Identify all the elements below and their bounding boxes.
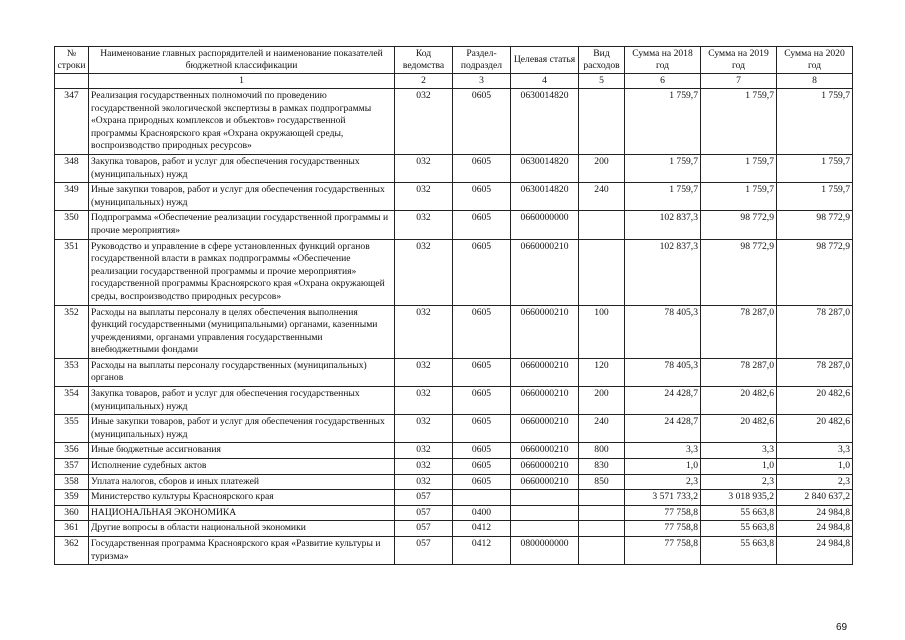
sum-2018: 24 428,7 (625, 387, 701, 415)
expense-type: 200 (579, 387, 625, 415)
section-code: 0605 (453, 459, 511, 475)
row-number: 347 (55, 89, 89, 155)
table-row (55, 358, 853, 386)
target-article: 0660000210 (511, 443, 579, 459)
expense-type (579, 537, 625, 565)
section-code: 0605 (453, 305, 511, 358)
row-number: 361 (55, 521, 89, 537)
target-article: 0660000210 (511, 415, 579, 443)
table-row (55, 89, 853, 155)
sum-2019: 3,3 (701, 443, 777, 459)
section-code: 0412 (453, 521, 511, 537)
expense-type (579, 89, 625, 155)
sum-2020: 78 287,0 (777, 305, 853, 358)
target-article (511, 490, 579, 506)
department-code: 057 (395, 521, 453, 537)
department-code: 032 (395, 387, 453, 415)
column-number: 7 (701, 74, 777, 89)
target-article: 0660000210 (511, 239, 579, 305)
row-number: 349 (55, 183, 89, 211)
header-sum-2020: Сумма на 2020 год (777, 47, 853, 74)
sum-2019: 98 772,9 (701, 239, 777, 305)
sum-2019: 98 772,9 (701, 211, 777, 239)
sum-2018: 78 405,3 (625, 358, 701, 386)
header-row (55, 47, 853, 74)
sum-2018: 3 571 733,2 (625, 490, 701, 506)
row-name: Расходы на выплаты персоналу в целях обеспечения выполнения функций государственными (муниципальными) органами, казенными учреждениями, органами управления государственными внебюджетными фондами (89, 305, 395, 358)
sum-2019: 1 759,7 (701, 89, 777, 155)
section-code: 0605 (453, 239, 511, 305)
header-sum-2018: Сумма на 2018 год (625, 47, 701, 74)
sum-2019: 1,0 (701, 459, 777, 475)
row-number: 359 (55, 490, 89, 506)
table-row (55, 490, 853, 506)
department-code: 057 (395, 490, 453, 506)
table-row (55, 154, 853, 182)
sum-2018: 1 759,7 (625, 183, 701, 211)
sum-2018: 2,3 (625, 474, 701, 490)
section-code: 0605 (453, 154, 511, 182)
section-code: 0605 (453, 415, 511, 443)
row-number: 350 (55, 211, 89, 239)
sum-2020: 24 984,8 (777, 537, 853, 565)
row-number: 358 (55, 474, 89, 490)
row-name: Иные бюджетные ассигнования (89, 443, 395, 459)
expense-type (579, 521, 625, 537)
target-article: 0630014820 (511, 89, 579, 155)
row-number: 357 (55, 459, 89, 475)
header-expense-type: Вид расходов (579, 47, 625, 74)
sum-2018: 1 759,7 (625, 154, 701, 182)
row-name: Расходы на выплаты персоналу государственных (муниципальных) органов (89, 358, 395, 386)
budget-table (54, 46, 853, 565)
sum-2020: 2 840 637,2 (777, 490, 853, 506)
column-number: 6 (625, 74, 701, 89)
sum-2019: 78 287,0 (701, 358, 777, 386)
target-article: 0660000210 (511, 358, 579, 386)
row-name: Закупка товаров, работ и услуг для обеспечения государственных (муниципальных) нужд (89, 387, 395, 415)
sum-2019: 20 482,6 (701, 387, 777, 415)
column-number: 4 (511, 74, 579, 89)
section-code: 0605 (453, 474, 511, 490)
department-code: 032 (395, 415, 453, 443)
department-code: 032 (395, 459, 453, 475)
header-department-code: Код ведомства (395, 47, 453, 74)
department-code: 032 (395, 183, 453, 211)
sum-2019: 55 663,8 (701, 537, 777, 565)
row-number: 362 (55, 537, 89, 565)
target-article: 0660000210 (511, 387, 579, 415)
column-number-row (55, 74, 853, 89)
row-number: 355 (55, 415, 89, 443)
expense-type: 850 (579, 474, 625, 490)
section-code: 0400 (453, 505, 511, 521)
row-name: Подпрограмма «Обеспечение реализации государственной программы и прочие мероприятия» (89, 211, 395, 239)
sum-2020: 1 759,7 (777, 154, 853, 182)
sum-2019: 78 287,0 (701, 305, 777, 358)
section-code: 0605 (453, 211, 511, 239)
expense-type: 100 (579, 305, 625, 358)
sum-2020: 20 482,6 (777, 387, 853, 415)
row-number: 354 (55, 387, 89, 415)
target-article: 0660000210 (511, 474, 579, 490)
column-number: 1 (89, 74, 395, 89)
header-section: Раздел-подраздел (453, 47, 511, 74)
expense-type (579, 505, 625, 521)
sum-2019: 1 759,7 (701, 183, 777, 211)
sum-2018: 3,3 (625, 443, 701, 459)
row-number: 360 (55, 505, 89, 521)
column-number: 2 (395, 74, 453, 89)
row-number: 348 (55, 154, 89, 182)
row-name: Реализация государственных полномочий по проведению государственной экологической экспертизы в рамках подпрограммы «Охрана природных комплексов и объектов» государственной программы Красноярского края «Охрана окружающей среды, воспроизводство природных ресурсов» (89, 89, 395, 155)
table-body (55, 89, 853, 565)
row-name: Министерство культуры Красноярского края (89, 490, 395, 506)
sum-2020: 24 984,8 (777, 521, 853, 537)
department-code: 032 (395, 358, 453, 386)
table-row (55, 505, 853, 521)
target-article: 0630014820 (511, 154, 579, 182)
table-row (55, 459, 853, 475)
sum-2020: 78 287,0 (777, 358, 853, 386)
sum-2019: 20 482,6 (701, 415, 777, 443)
target-article: 0660000000 (511, 211, 579, 239)
row-name: НАЦИОНАЛЬНАЯ ЭКОНОМИКА (89, 505, 395, 521)
department-code: 032 (395, 154, 453, 182)
table-row (55, 239, 853, 305)
expense-type: 830 (579, 459, 625, 475)
sum-2018: 77 758,8 (625, 505, 701, 521)
header-target-article: Целевая статья (511, 47, 579, 74)
sum-2020: 20 482,6 (777, 415, 853, 443)
header-name: Наименование главных распорядителей и наименование показателей бюджетной классификации (89, 47, 395, 74)
expense-type: 200 (579, 154, 625, 182)
sum-2020: 1 759,7 (777, 89, 853, 155)
sum-2018: 77 758,8 (625, 537, 701, 565)
sum-2020: 1 759,7 (777, 183, 853, 211)
sum-2020: 3,3 (777, 443, 853, 459)
table-row (55, 537, 853, 565)
sum-2020: 24 984,8 (777, 505, 853, 521)
page-number: 69 (836, 622, 848, 633)
row-number: 353 (55, 358, 89, 386)
department-code: 057 (395, 505, 453, 521)
target-article (511, 521, 579, 537)
row-name: Закупка товаров, работ и услуг для обеспечения государственных (муниципальных) нужд (89, 154, 395, 182)
table-row (55, 305, 853, 358)
target-article (511, 505, 579, 521)
sum-2018: 78 405,3 (625, 305, 701, 358)
table-row (55, 211, 853, 239)
section-code (453, 490, 511, 506)
expense-type: 240 (579, 415, 625, 443)
row-number: 352 (55, 305, 89, 358)
sum-2019: 2,3 (701, 474, 777, 490)
department-code: 032 (395, 239, 453, 305)
row-number: 351 (55, 239, 89, 305)
department-code: 032 (395, 305, 453, 358)
sum-2018: 102 837,3 (625, 239, 701, 305)
expense-type: 240 (579, 183, 625, 211)
section-code: 0605 (453, 89, 511, 155)
sum-2018: 1 759,7 (625, 89, 701, 155)
sum-2020: 1,0 (777, 459, 853, 475)
expense-type: 800 (579, 443, 625, 459)
expense-type (579, 239, 625, 305)
column-number: 8 (777, 74, 853, 89)
header-sum-2019: Сумма на 2019 год (701, 47, 777, 74)
row-number: 356 (55, 443, 89, 459)
sum-2019: 3 018 935,2 (701, 490, 777, 506)
row-name: Иные закупки товаров, работ и услуг для обеспечения государственных (муниципальных) нужд (89, 415, 395, 443)
section-code: 0412 (453, 537, 511, 565)
column-number: 3 (453, 74, 511, 89)
header-row-number: № строки (55, 47, 89, 74)
row-name: Уплата налогов, сборов и иных платежей (89, 474, 395, 490)
sum-2019: 1 759,7 (701, 154, 777, 182)
sum-2020: 98 772,9 (777, 211, 853, 239)
table-row (55, 387, 853, 415)
department-code: 032 (395, 443, 453, 459)
row-name: Исполнение судебных актов (89, 459, 395, 475)
section-code: 0605 (453, 387, 511, 415)
sum-2019: 55 663,8 (701, 521, 777, 537)
sum-2019: 55 663,8 (701, 505, 777, 521)
section-code: 0605 (453, 358, 511, 386)
table-row (55, 474, 853, 490)
table-row (55, 443, 853, 459)
expense-type (579, 490, 625, 506)
section-code: 0605 (453, 183, 511, 211)
row-name: Руководство и управление в сфере установленных функций органов государственной власти в рамках подпрограммы «Обеспечение реализации государственной программы и прочие мероприятия» государственной программы Красноярского края «Охрана окружающей среды, воспроизводство природных ресурсов» (89, 239, 395, 305)
table-row (55, 415, 853, 443)
target-article: 0660000210 (511, 305, 579, 358)
department-code: 057 (395, 537, 453, 565)
sum-2018: 1,0 (625, 459, 701, 475)
section-code: 0605 (453, 443, 511, 459)
column-number: 5 (579, 74, 625, 89)
target-article: 0800000000 (511, 537, 579, 565)
sum-2020: 98 772,9 (777, 239, 853, 305)
sum-2020: 2,3 (777, 474, 853, 490)
target-article: 0660000210 (511, 459, 579, 475)
department-code: 032 (395, 474, 453, 490)
row-name: Государственная программа Красноярского края «Развитие культуры и туризма» (89, 537, 395, 565)
department-code: 032 (395, 89, 453, 155)
row-name: Иные закупки товаров, работ и услуг для обеспечения государственных (муниципальных) нужд (89, 183, 395, 211)
column-number (55, 74, 89, 89)
department-code: 032 (395, 211, 453, 239)
table-row (55, 183, 853, 211)
expense-type (579, 211, 625, 239)
sum-2018: 24 428,7 (625, 415, 701, 443)
target-article: 0630014820 (511, 183, 579, 211)
sum-2018: 77 758,8 (625, 521, 701, 537)
expense-type: 120 (579, 358, 625, 386)
row-name: Другие вопросы в области национальной экономики (89, 521, 395, 537)
sum-2018: 102 837,3 (625, 211, 701, 239)
table-row (55, 521, 853, 537)
